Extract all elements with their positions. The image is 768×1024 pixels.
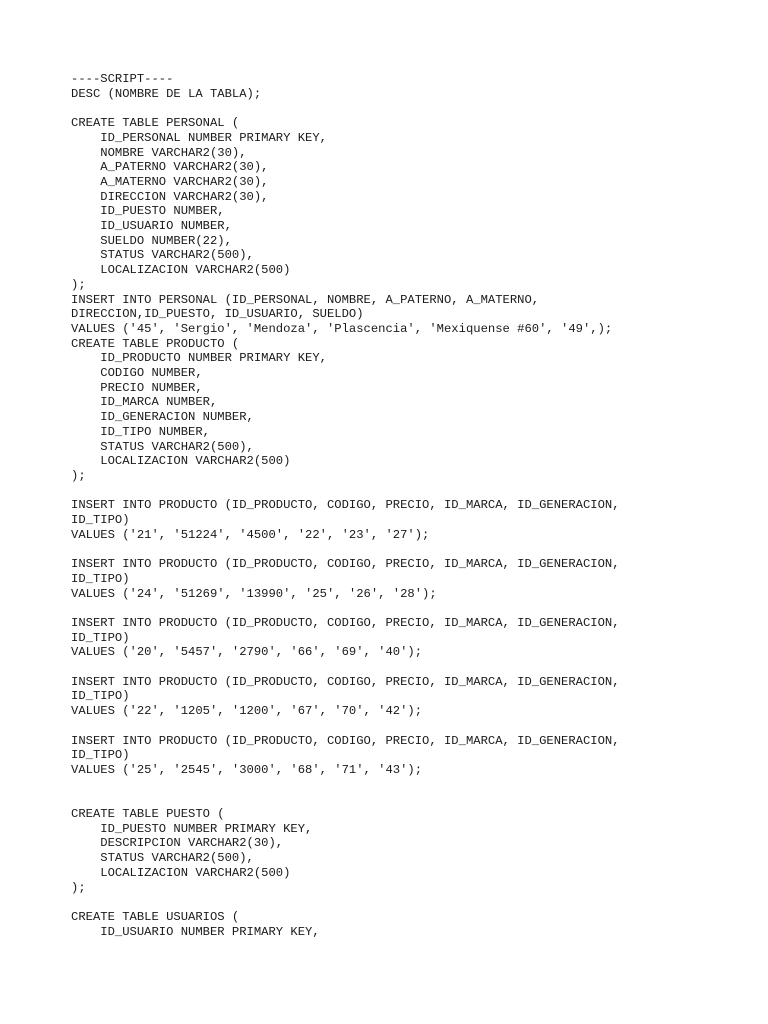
script-line: ID_PERSONAL NUMBER PRIMARY KEY,	[71, 130, 327, 145]
script-line: DIRECCION VARCHAR2(30),	[71, 189, 269, 204]
script-line: VALUES ('24', '51269', '13990', '25', '26', '28');	[71, 586, 437, 601]
sql-script-text	[71, 72, 751, 939]
script-line: ID_TIPO)	[71, 630, 130, 645]
script-line: VALUES ('21', '51224', '4500', '22', '23', '27');	[71, 527, 430, 542]
script-line: CODIGO NUMBER,	[71, 366, 203, 381]
script-line: CREATE TABLE PUESTO (	[71, 807, 225, 822]
script-line: INSERT INTO PERSONAL (ID_PERSONAL, NOMBRE, A_PATERNO, A_MATERNO,	[71, 292, 540, 307]
script-line: INSERT INTO PRODUCTO (ID_PRODUCTO, CODIGO, PRECIO, ID_MARCA, ID_GENERACION,	[71, 498, 620, 513]
script-line: CREATE TABLE USUARIOS (	[71, 909, 240, 924]
script-line	[71, 719, 751, 734]
script-line: VALUES ('20', '5457', '2790', '66', '69', '40');	[71, 645, 423, 660]
script-line: );	[71, 277, 86, 292]
script-line: INSERT INTO PRODUCTO (ID_PRODUCTO, CODIGO, PRECIO, ID_MARCA, ID_GENERACION,	[71, 615, 620, 630]
script-line: );	[71, 468, 86, 483]
script-line: ID_MARCA NUMBER,	[71, 395, 218, 410]
script-line	[71, 895, 751, 910]
script-line: VALUES ('22', '1205', '1200', '67', '70', '42');	[71, 704, 423, 719]
script-line	[71, 542, 751, 557]
script-line: STATUS VARCHAR2(500),	[71, 248, 254, 263]
script-line: PRECIO NUMBER,	[71, 380, 203, 395]
script-line: ID_USUARIO NUMBER PRIMARY KEY,	[71, 924, 320, 939]
script-line: CREATE TABLE PRODUCTO (	[71, 336, 240, 351]
script-line: INSERT INTO PRODUCTO (ID_PRODUCTO, CODIGO, PRECIO, ID_MARCA, ID_GENERACION,	[71, 674, 620, 689]
script-line: VALUES ('45', 'Sergio', 'Mendoza', 'Plascencia', 'Mexiquense #60', '49',);	[71, 321, 613, 336]
script-line	[71, 101, 751, 116]
script-line: ID_TIPO)	[71, 513, 130, 528]
script-line: ID_TIPO)	[71, 689, 130, 704]
script-line: STATUS VARCHAR2(500),	[71, 439, 254, 454]
script-line: DESCRIPCION VARCHAR2(30),	[71, 836, 284, 851]
script-line: A_MATERNO VARCHAR2(30),	[71, 174, 269, 189]
script-line	[71, 778, 751, 793]
script-line: DIRECCION,ID_PUESTO, ID_USUARIO, SUELDO)	[71, 307, 364, 322]
script-line: ID_GENERACION NUMBER,	[71, 410, 254, 425]
script-line: NOMBRE VARCHAR2(30),	[71, 145, 247, 160]
script-line	[71, 792, 751, 807]
script-line: ----SCRIPT----	[71, 72, 174, 86]
script-line: STATUS VARCHAR2(500),	[71, 851, 254, 866]
script-line: INSERT INTO PRODUCTO (ID_PRODUCTO, CODIGO, PRECIO, ID_MARCA, ID_GENERACION,	[71, 557, 620, 572]
script-line: INSERT INTO PRODUCTO (ID_PRODUCTO, CODIGO, PRECIO, ID_MARCA, ID_GENERACION,	[71, 733, 620, 748]
script-line: ID_PRODUCTO NUMBER PRIMARY KEY,	[71, 351, 327, 366]
script-line: CREATE TABLE PERSONAL (	[71, 116, 240, 131]
script-line: ID_PUESTO NUMBER PRIMARY KEY,	[71, 821, 313, 836]
script-line: LOCALIZACION VARCHAR2(500)	[71, 865, 291, 880]
script-line: ID_USUARIO NUMBER,	[71, 219, 232, 234]
script-line	[71, 660, 751, 675]
script-line: ID_TIPO)	[71, 748, 130, 763]
script-line: VALUES ('25', '2545', '3000', '68', '71', '43');	[71, 762, 423, 777]
script-line	[71, 484, 751, 499]
script-line: A_PATERNO VARCHAR2(30),	[71, 160, 269, 175]
script-line	[71, 601, 751, 616]
script-line: ID_PUESTO NUMBER,	[71, 204, 225, 219]
script-line: LOCALIZACION VARCHAR2(500)	[71, 454, 291, 469]
script-line: ID_TIPO NUMBER,	[71, 424, 210, 439]
script-line: );	[71, 880, 86, 895]
script-line: LOCALIZACION VARCHAR2(500)	[71, 263, 291, 278]
script-line: DESC (NOMBRE DE LA TABLA);	[71, 86, 262, 101]
script-line: ID_TIPO)	[71, 571, 130, 586]
script-line: SUELDO NUMBER(22),	[71, 233, 232, 248]
